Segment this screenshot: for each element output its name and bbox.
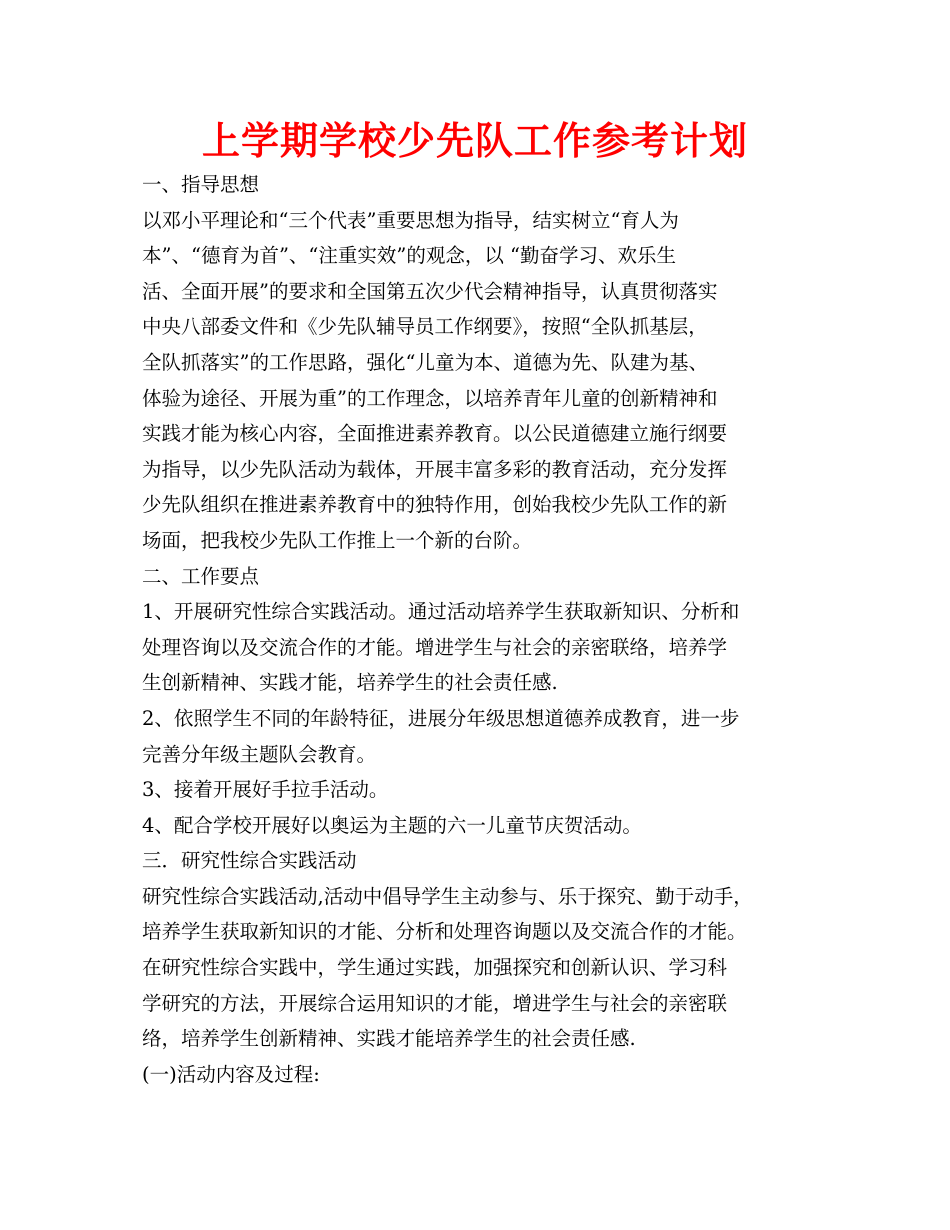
paragraph-line: 中央八部委文件和《少先队辅导员工作纲要》，按照“全队抓基层， bbox=[142, 315, 708, 339]
list-item-line: 4、配合学校开展好以奥运为主题的六一儿童节庆贺活动。 bbox=[142, 813, 642, 837]
paragraph-line: 活、全面开展”的要求和全国第五次少代会精神指导，认真贯彻落实 bbox=[142, 279, 718, 303]
paragraph-line: 少先队组织在推进素养教育中的独特作用，创始我校少先队工作的新 bbox=[142, 493, 728, 517]
document-body bbox=[142, 167, 822, 1092]
list-item-line: 1、开展研究性综合实践活动。通过活动培养学生获取新知识、分析和 bbox=[142, 600, 740, 624]
section-heading-guiding-ideology: 一、指导思想 bbox=[142, 173, 260, 196]
list-item-line: 完善分年级主题队会教育。 bbox=[142, 742, 377, 766]
paragraph-line: 实践才能为核心内容，全面推进素养教育。以公民道德建立施行纲要 bbox=[142, 422, 728, 446]
paragraph-line: 本”、“德育为首”、“注重实效”的观念，以 “勤奋学习、欢乐生 bbox=[142, 244, 677, 268]
paragraph-line: 络，培养学生创新精神、实践才能培养学生的社会责任感. bbox=[142, 1027, 636, 1051]
list-item-line: 3、接着开展好手拉手活动。 bbox=[142, 778, 389, 802]
subsection-heading-activity-content: (一)活动内容及过程: bbox=[142, 1062, 320, 1086]
paragraph-line: 学研究的方法，开展综合运用知识的才能，增进学生与社会的亲密联 bbox=[142, 991, 728, 1015]
paragraph-line: 培养学生获取新知识的才能、分析和处理咨询题以及交流合作的才能。 bbox=[142, 920, 747, 944]
paragraph-line: 体验为途径、开展为重”的工作理念，以培养青年儿童的创新精神和 bbox=[142, 386, 718, 410]
paragraph-line: 在研究性综合实践中，学生通过实践，加强探究和创新认识、学习科 bbox=[142, 956, 728, 980]
paragraph-line: 场面，把我校少先队工作推上一个新的台阶。 bbox=[142, 528, 533, 552]
paragraph-line: 研究性综合实践活动,活动中倡导学生主动参与、乐于探究、勤于动手， bbox=[142, 884, 753, 908]
document-title: 上学期学校少先队工作参考计划 bbox=[201, 119, 748, 163]
paragraph-line: 为指导，以少先队活动为载体，开展丰富多彩的教育活动，充分发挥 bbox=[142, 457, 728, 481]
section-heading-work-points: 二、工作要点 bbox=[142, 564, 260, 588]
list-item-line: 处理咨询以及交流合作的才能。增进学生与社会的亲密联络，培养学 bbox=[142, 635, 728, 659]
list-item-line: 生创新精神、实践才能，培养学生的社会责任感. bbox=[142, 671, 558, 695]
section-heading-research-practice: 三．研究性综合实践活动 bbox=[142, 849, 357, 873]
paragraph-line: 以邓小平理论和“三个代表”重要思想为指导，结实树立“育人为 bbox=[142, 208, 679, 232]
paragraph-line: 全队抓落实”的工作思路，强化“儿童为本、道德为先、队建为基、 bbox=[142, 350, 708, 374]
list-item-line: 2、依照学生不同的年龄特征，进展分年级思想道德养成教育，进一步 bbox=[142, 706, 740, 730]
